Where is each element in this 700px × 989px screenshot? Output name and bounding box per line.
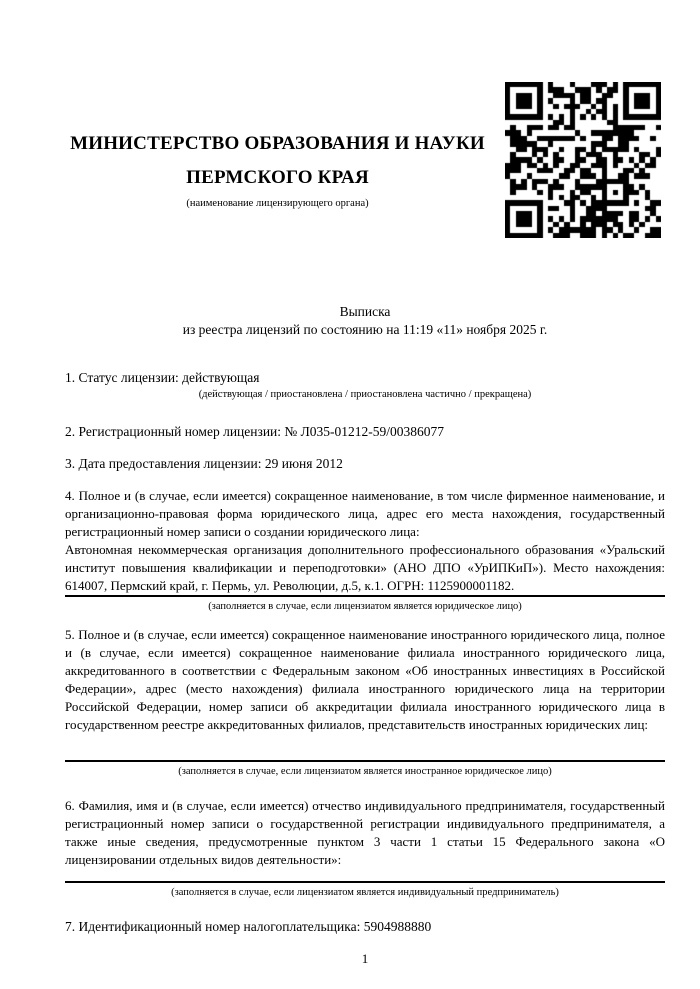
section-4-legal-entity-value: Автономная некоммерческая организация дополнительного профессионального образования «Уральский институт повышения квалификации и переподготовки» (АНО ДПО «УрИПКиП»). Место нахождения: 614007, Пермский край, г. Пермь, ул. Революции, д.5, к.1. ОГРН: 1125900001182. <box>65 542 665 593</box>
section-2-registration-number: 2. Регистрационный номер лицензии: № Л035-01212-59/00386077 <box>65 424 445 439</box>
section-4-fill-rule-caption: (заполняется в случае, если лицензиатом является юридическое лицо) <box>65 595 665 613</box>
page-number: 1 <box>361 951 369 966</box>
section-5-fill-rule-caption: (заполняется в случае, если лицензиатом является иностранное юридическое лицо) <box>65 760 665 778</box>
qr-code-icon <box>505 82 661 238</box>
document-title-line1: Выписка <box>339 304 391 319</box>
section-6-fill-rule-caption: (заполняется в случае, если лицензиатом является индивидуальный предприниматель) <box>65 881 665 899</box>
document-title <box>65 303 665 339</box>
licensing-authority-caption: (наименование лицензирующего органа) <box>186 198 369 209</box>
section-1-caption: (действующая / приостановлена / приостановлена частично / прекращена) <box>198 389 532 400</box>
section-7-taxpayer-number: 7. Идентификационный номер налогоплательщика: 5904988880 <box>65 919 432 934</box>
section-3-license-date: 3. Дата предоставления лицензии: 29 июня 2012 <box>65 456 343 471</box>
document-title-line2: из реестра лицензий по состоянию на 11:19 «11» ноября 2025 г. <box>182 322 548 337</box>
section-4-legal-entity-prompt: 4. Полное и (в случае, если имеется) сокращенное наименование, в том числе фирменное наименование, и организационно-правовая форма юридического лица, адрес его места нахождения, государственный регистрационный номер записи о создании юридического лица: <box>65 488 665 539</box>
section-1-license-status: 1. Статус лицензии: действующая <box>65 370 260 385</box>
licensing-authority-header <box>65 127 490 210</box>
section-5-foreign-entity-prompt: 5. Полное и (в случае, если имеется) сокращенное наименование иностранного юридического лица, полное и (в случае, если имеется) сокращенное наименование филиала иностранного юридического лица, аккредитованного в соответствии с Федеральным законом «Об иностранных инвестициях в Российской Федерации», адрес (место нахождения) филиала иностранного юридического лица на территории Российской Федерации, номер записи об аккредитации филиала иностранного юридического лица в государственном реестре аккредитованных филиалов, представительств иностранных юридических лиц: <box>65 627 665 732</box>
document-body <box>65 303 665 966</box>
section-6-entrepreneur-prompt: 6. Фамилия, имя и (в случае, если имеется) отчество индивидуального предпринимателя, государственный регистрационный номер записи о государственной регистрации индивидуального предпринимателя, а также иные сведения, предусмотренные пунктом 3 части 1 статьи 15 Федерального закона «О лицензировании отдельных видов деятельности»: <box>65 798 665 867</box>
ministry-name-line2: ПЕРМСКОГО КРАЯ <box>186 167 369 188</box>
ministry-name-line1: МИНИСТЕРСТВО ОБРАЗОВАНИЯ И НАУКИ <box>70 133 485 154</box>
